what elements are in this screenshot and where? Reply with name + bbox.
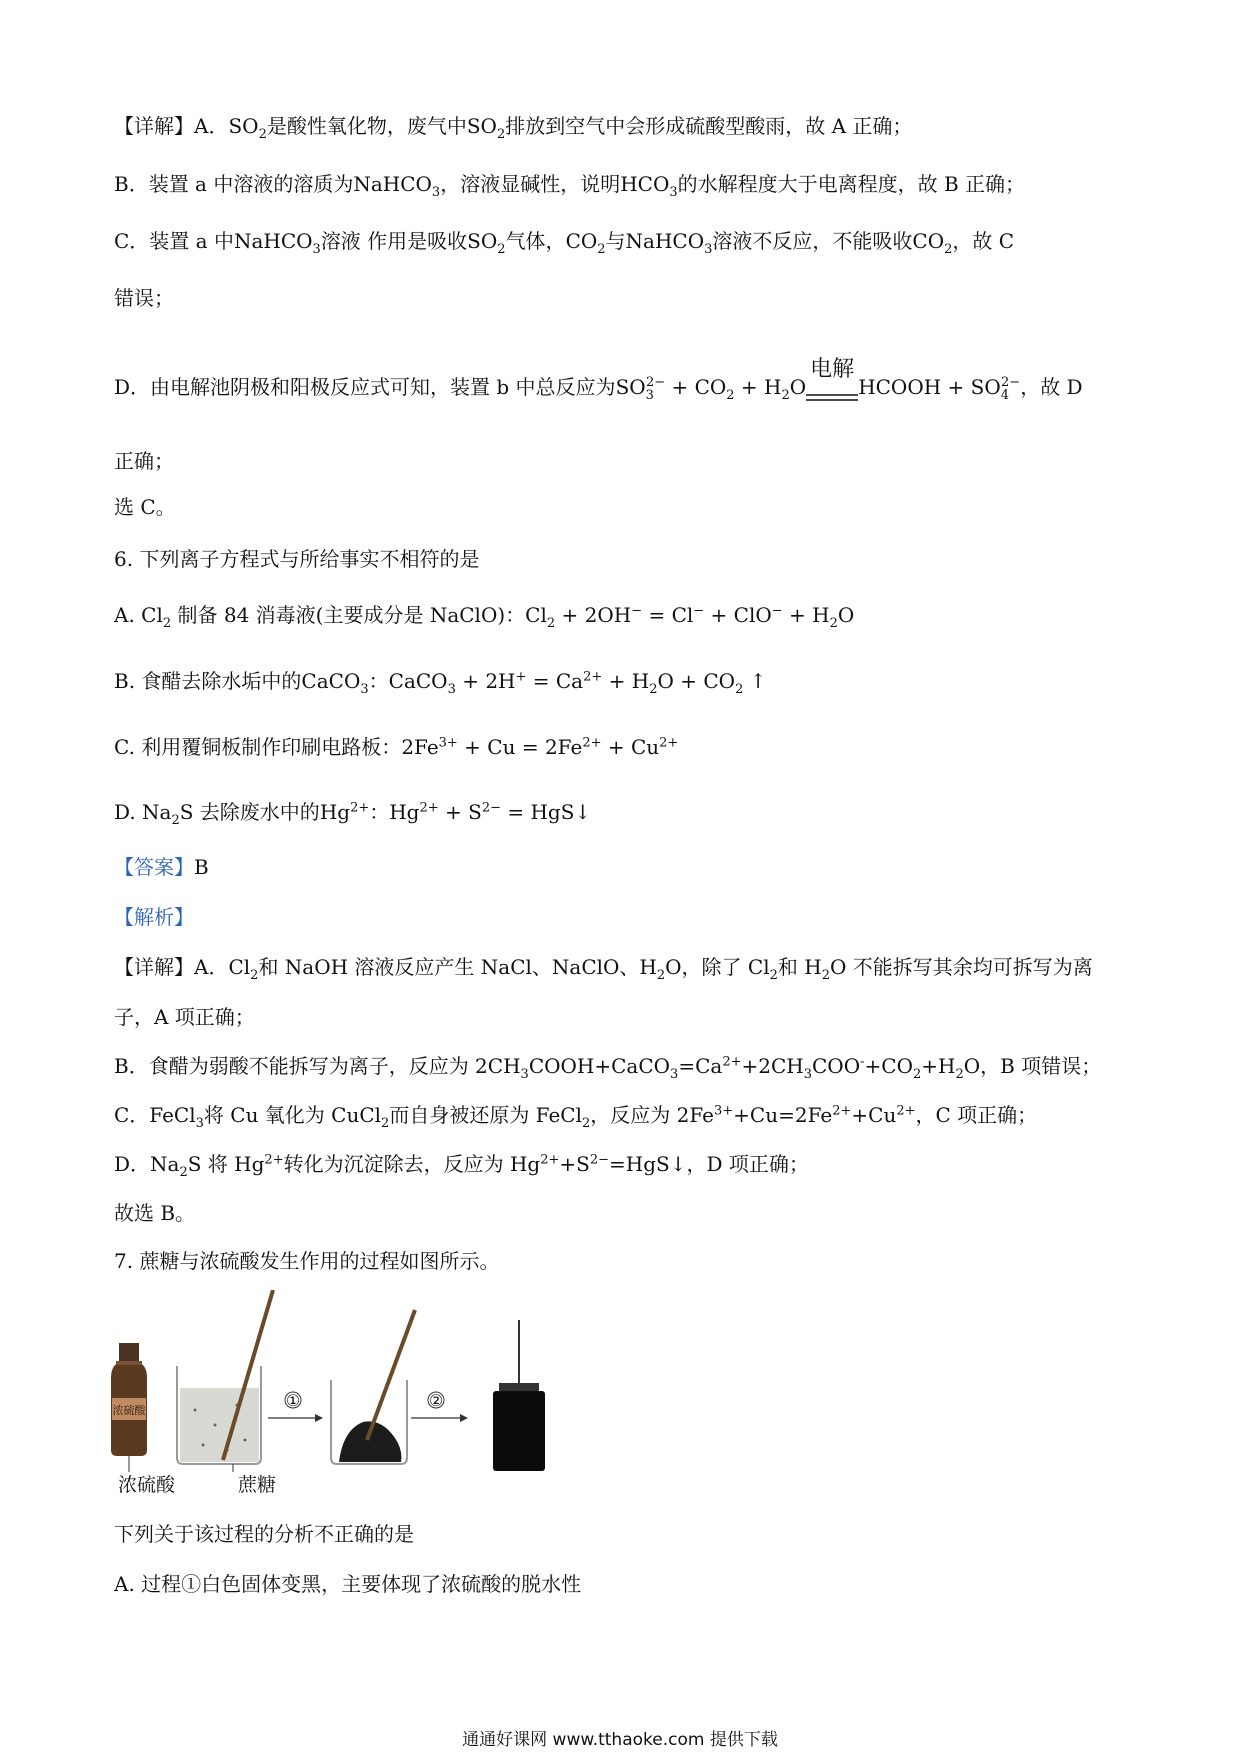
formula: + Cu [601, 735, 660, 759]
superscript: − [771, 603, 783, 619]
superscript: 2+ [583, 669, 603, 685]
text: B. 食醋去除水垢中的 [114, 669, 302, 693]
q6-option-a [114, 601, 854, 629]
subscript: 3 [360, 682, 369, 697]
subscript: 2 [912, 1067, 922, 1082]
subscript: 3 [670, 1067, 679, 1082]
subscript: 2 [955, 1067, 964, 1082]
answer-line [114, 853, 209, 881]
text: 将 Cu 氧化为 CuCl [203, 1103, 382, 1127]
text: ，溶液显碱性，说明 [440, 172, 621, 196]
beaker-char [331, 1310, 415, 1464]
bottle-label-text: 浓硫酸 [112, 1404, 146, 1417]
formula: O [837, 603, 855, 627]
text: +CO [864, 1054, 913, 1078]
formula: + Cu = 2Fe [457, 735, 583, 759]
subscript: 3 [195, 1116, 204, 1131]
text: ，C 项正确； [915, 1103, 1038, 1127]
text: 制备 84 消毒液(主要成分是 NaClO)： [171, 603, 526, 627]
subscript: 3 [803, 1067, 812, 1082]
q6-detail-d [114, 1150, 809, 1178]
answer-value: B [194, 855, 209, 879]
sugar-acid-figure [105, 1290, 625, 1490]
subscript: 3 [431, 185, 441, 200]
text: 气体， [505, 229, 566, 253]
formula: = Cl [642, 603, 694, 627]
formula: NaHCO [625, 229, 705, 253]
q6-detail-a [114, 953, 1093, 981]
text: O，B 项错误； [963, 1054, 1102, 1078]
double-line-icon [806, 393, 858, 403]
text: D．由电解池阴极和阳极反应式可知，装置 b 中总反应为 [114, 375, 616, 399]
subscript: 2 [656, 968, 666, 983]
subscript: 2 [250, 968, 259, 983]
superscript: 2+ [896, 1103, 916, 1119]
text: O 不能拆写其余均可拆写为离 [829, 955, 1093, 979]
sugar-label: 蔗糖 [238, 1474, 277, 1496]
superscript: - [860, 1054, 865, 1070]
subscript: 3 [312, 242, 321, 257]
text: C．FeCl [114, 1103, 196, 1127]
superscript: 3+ [714, 1103, 734, 1119]
subscript: 3 [645, 388, 654, 403]
text: A. Cl [114, 603, 163, 627]
formula: = Ca [526, 669, 584, 693]
detail-d-line [114, 356, 1083, 403]
subscript: 2 [944, 242, 953, 257]
text: COOH+CaCO [528, 1054, 671, 1078]
subscript: 2 [496, 127, 506, 142]
formula: CaCO [301, 669, 361, 693]
superscript: 2+ [264, 1152, 284, 1168]
subscript: 2 [582, 1116, 591, 1131]
text: 【详解】A．Cl [114, 955, 251, 979]
formula: Cl [525, 603, 547, 627]
text: COO [812, 1054, 861, 1078]
detail-c-line-2: 错误； [114, 286, 174, 310]
superscript: − [693, 603, 705, 619]
text: 溶液 作用是吸收 [320, 229, 468, 253]
q6-option-b [114, 667, 766, 695]
text: ，反应为 2Fe [590, 1103, 714, 1127]
text: 和 H [777, 955, 822, 979]
text: 排放到空气中会形成硫酸型酸雨，故 A 正确； [505, 114, 913, 138]
formula: + S [438, 800, 482, 824]
subscript: 2 [171, 813, 180, 828]
formula: O + CO [657, 669, 736, 693]
q6-conclusion: 故选 B。 [114, 1201, 196, 1225]
text: 与 [605, 229, 626, 253]
formula: CaCO [388, 669, 448, 693]
black-column [493, 1320, 545, 1471]
text: 溶液不反应，不能吸收 [712, 229, 913, 253]
detail-a-line [114, 112, 912, 140]
formula: CO [565, 229, 598, 253]
formula: NaHCO [233, 229, 313, 253]
text: O，除了 Cl [665, 955, 770, 979]
q6-detail-a-2: 子，A 项正确； [114, 1005, 255, 1029]
q7-option-a: A. 过程①白色固体变黑，主要体现了浓硫酸的脱水性 [114, 1572, 582, 1596]
superscript: − [631, 603, 643, 619]
text: +S [559, 1152, 590, 1176]
detail-d-line-2: 正确； [114, 449, 174, 473]
text: C．装置 a 中 [114, 229, 234, 253]
step-1-label: ① [285, 1391, 301, 1410]
text: +2CH [741, 1054, 804, 1078]
answer-label: 【答案】 [114, 855, 194, 879]
arrow-step-1 [268, 1391, 323, 1422]
q6-detail-b [114, 1052, 1101, 1080]
text: =Ca [678, 1054, 723, 1078]
subscript: 3 [704, 242, 713, 257]
formula: + H [734, 375, 782, 399]
formula: + ClO [704, 603, 772, 627]
formula: SO [467, 229, 498, 253]
text: +Cu [851, 1103, 897, 1127]
formula: O [789, 375, 807, 399]
subscript: 2 [381, 1116, 390, 1131]
superscript: 2+ [540, 1152, 560, 1168]
acid-label: 浓硫酸 [118, 1474, 176, 1496]
superscript: 2+ [659, 735, 679, 751]
superscript: 2− [1001, 375, 1021, 391]
text: 和 NaOH 溶液反应产生 NaCl、NaClO、H [258, 955, 657, 979]
subscript: 3 [669, 185, 678, 200]
formula: = HgS↓ [501, 800, 592, 824]
q6-option-d [114, 798, 591, 826]
question-7-stem: 7. 蔗糖与浓硫酸发生作用的过程如图所示。 [114, 1249, 500, 1273]
electrolysis-equals [806, 356, 858, 396]
text: D. Na [114, 800, 172, 824]
acid-bottle [111, 1343, 147, 1472]
text: ： [368, 669, 389, 693]
analysis-label: 【解析】 [114, 905, 194, 929]
electrolysis-label: 电解 [810, 356, 855, 382]
subscript: 2 [769, 968, 778, 983]
subscript: 4 [1000, 388, 1010, 403]
formula: CO [912, 229, 945, 253]
superscript: 2+ [350, 800, 370, 816]
subscript: 2 [649, 682, 658, 697]
text: ： [369, 800, 390, 824]
subscript: 3 [447, 682, 456, 697]
superscript: 2− [589, 1152, 610, 1168]
formula: ↑ [743, 669, 767, 693]
formula: SO [615, 375, 646, 399]
question-6-stem: 6. 下列离子方程式与所给事实不相符的是 [114, 547, 480, 571]
formula: Hg [319, 800, 351, 824]
formula: 2Fe [401, 735, 439, 759]
formula: + CO [665, 375, 727, 399]
subscript: 3 [520, 1067, 529, 1082]
text: 的水解程度大于电离程度，故 B 正确； [677, 172, 1026, 196]
text: B．装置 a 中溶液的溶质为 [114, 172, 354, 196]
subscript: 2 [162, 616, 172, 631]
text: +H [921, 1054, 956, 1078]
subscript: 2 [735, 682, 744, 697]
subscript: 2 [829, 616, 838, 631]
subscript: 2 [726, 388, 735, 403]
superscript: 2+ [419, 800, 439, 816]
detail-b-line [114, 170, 1025, 198]
text: 【详解】A． [114, 114, 229, 138]
subscript: 2 [179, 1165, 188, 1180]
superscript: 2+ [832, 1103, 852, 1119]
formula: NaHCO [353, 172, 432, 196]
text: ，故 D [1020, 375, 1083, 399]
formula: + H [602, 669, 650, 693]
text: ，故 C [952, 229, 1015, 253]
q6-detail-c [114, 1101, 1037, 1129]
superscript: 2− [645, 375, 666, 391]
q6-option-c [114, 733, 678, 761]
formula: + 2H [455, 669, 516, 693]
formula: SO [466, 114, 497, 138]
superscript: 2+ [722, 1054, 742, 1070]
formula: + 2OH [555, 603, 632, 627]
text: S 去除废水中的 [179, 800, 320, 824]
subscript: 2 [546, 616, 556, 631]
text: 转化为沉淀除去，反应为 Hg [283, 1152, 541, 1176]
arrow-step-2 [411, 1391, 468, 1422]
beaker-sugar [177, 1290, 273, 1472]
subscript: 2 [597, 242, 606, 257]
superscript: 2+ [582, 735, 602, 751]
subscript: 2 [497, 242, 506, 257]
step-2-label: ② [428, 1391, 444, 1410]
text: 是酸性氧化物，废气中 [266, 114, 467, 138]
text: S 将 Hg [187, 1152, 265, 1176]
superscript: 3+ [438, 735, 458, 751]
subscript: 2 [821, 968, 830, 983]
superscript: 2− [481, 800, 502, 816]
formula: HCOOH + SO [858, 375, 1001, 399]
subscript: 2 [258, 127, 267, 142]
formula: + H [782, 603, 830, 627]
superscript: + [515, 669, 527, 685]
page-footer: 通通好课网 www.tthaoke.com 提供下载 [462, 1730, 778, 1750]
formula: SO [228, 114, 259, 138]
text: =HgS↓，D 项正确； [609, 1152, 809, 1176]
text: 而自身被还原为 FeCl [389, 1103, 583, 1127]
text: +Cu=2Fe [733, 1103, 833, 1127]
text: C. 利用覆铜板制作印刷电路板： [114, 735, 402, 759]
formula: Hg [389, 800, 420, 824]
text: D．Na [114, 1152, 180, 1176]
text: B．食醋为弱酸不能拆写为离子，反应为 2CH [114, 1054, 521, 1078]
conclusion-line: 选 C。 [114, 495, 176, 519]
question-7-prompt: 下列关于该过程的分析不正确的是 [114, 1522, 414, 1546]
subscript: 2 [781, 388, 790, 403]
detail-c-line [114, 227, 1014, 255]
formula: HCO [620, 172, 670, 196]
